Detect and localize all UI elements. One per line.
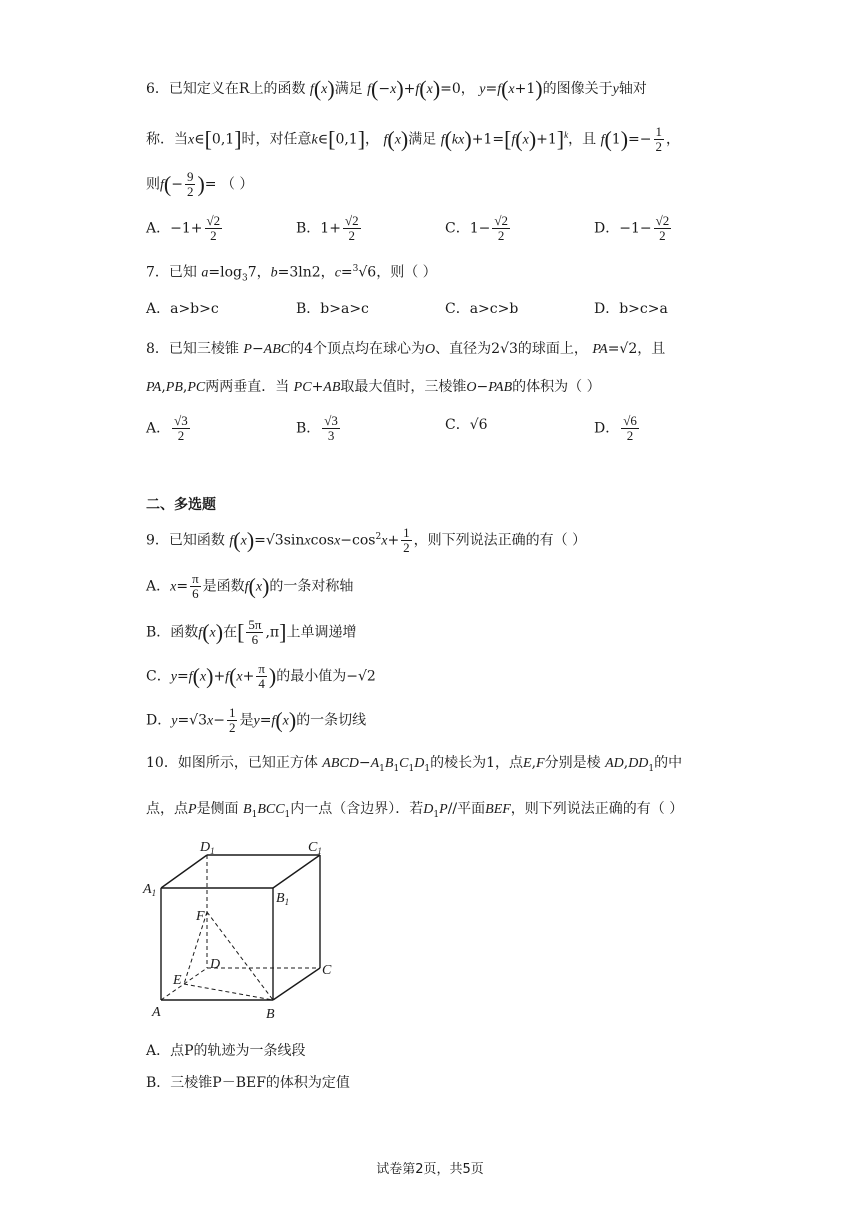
q10-line-2: 点，点P是侧面 $B_1BCC_1$内一点（含边界）．若$D_1P//$平面BEF，则下列说法正确的有（ ） <box>146 801 684 820</box>
question-number: 8． <box>146 341 169 357</box>
q7-option-a[interactable]: A．a>b>c <box>146 301 219 317</box>
q10-option-b[interactable]: B．三棱锥P－BEF的体积为定值 <box>146 1075 350 1091</box>
label-a1: $A_1$ <box>143 882 157 898</box>
label-d1: $D_1$ <box>200 840 215 856</box>
cube-figure <box>140 838 350 1028</box>
q9-option-a[interactable]: A．x= $\frac{\pi}{6}$ 是函数f(x)的一条对称轴 <box>146 571 354 601</box>
q9-option-c[interactable]: C．y=f(x)+f(x+ $\frac{\pi}{4}$ )的最小值为−√2 <box>146 661 376 691</box>
q8-line-2: PA,PB,PC两两垂直．当 PC+AB取最大值时，三棱锥O−PAB的体积为（ ） <box>146 379 601 395</box>
question-number: 10． <box>146 755 178 771</box>
label-b: B <box>266 1007 275 1022</box>
q7-stem: 7．已知 $a=\log_37$，b=3ln2，c=$^3$√6，则（ ） <box>146 264 437 284</box>
q6-line-1: 6．已知定义在R上的函数 f(x)满足 f(−x)+f(x)=0， y=f(x+1)的图像关于y轴对 <box>146 76 647 101</box>
question-number: 7． <box>146 264 169 281</box>
label-a: A <box>152 1005 161 1020</box>
q8-option-d[interactable]: D． $\frac{√6}{2}$ <box>594 413 637 443</box>
q8-line-1: 8．已知三棱锥 P−ABC的4个顶点均在球心为O、直径为2√3的球面上， PA=√2，且 <box>146 341 666 357</box>
label-c: C <box>322 963 332 978</box>
label-d: D <box>210 957 221 972</box>
q10-line-1: 10．如图所示，已知正方体 $ABCD-A_1B_1C_1D_1$的棱长为1，点E,F分别是棱 $AD,DD_1$的中 <box>146 755 683 774</box>
label-c1: $C_1$ <box>308 840 322 856</box>
q9-option-b[interactable]: B．函数f(x)在[ $\frac{5\pi}{6}$ ,π]上单调递增 <box>146 617 357 647</box>
question-number: 9． <box>146 532 169 549</box>
q8-option-b[interactable]: B． $\frac{√3}{3}$ <box>296 413 338 443</box>
q6-option-d[interactable]: D．−1− $\frac{√2}{2}$ <box>594 213 670 243</box>
q6-line-2: 称．当x∈[0,1]时，对任意k∈[0,1]， f(x)满足 $f(kx)+1=[f(x)+1]^k$，且 f(1)=− $\frac{1}{2}$ ， <box>146 124 681 155</box>
q10-option-a[interactable]: A．点P的轨迹为一条线段 <box>146 1043 306 1059</box>
q9-stem: 9．已知函数 $f(x)=√3sinxcosx-\cos^2x+$ $\frac{1}{2}$ ，则下列说法正确的有（ ） <box>146 525 587 556</box>
label-f: F <box>196 909 205 924</box>
q6-option-b[interactable]: B．1+ $\frac{√2}{2}$ <box>296 213 359 243</box>
q7-option-d[interactable]: D．b>c>a <box>594 301 668 317</box>
q8-option-c[interactable]: C．√6 <box>445 417 488 433</box>
q6-line-3: 则f(− $\frac{9}{2}$ )= （ ） <box>146 169 254 199</box>
q8-option-a[interactable]: A． $\frac{√3}{2}$ <box>146 413 188 443</box>
page-footer: 试卷第2页，共5页 <box>376 1162 484 1177</box>
section-title: 二、多选题 <box>146 497 216 513</box>
q7-option-c[interactable]: C．a>c>b <box>445 301 519 317</box>
label-e: E <box>173 973 182 988</box>
q6-option-c[interactable]: C．1− $\frac{√2}{2}$ <box>445 213 508 243</box>
question-number: 6． <box>146 81 169 97</box>
q9-option-d[interactable]: D．y=√3x− $\frac{1}{2}$ 是y=f(x)的一条切线 <box>146 705 367 735</box>
q6-option-a[interactable]: A．−1+ $\frac{√2}{2}$ <box>146 213 221 243</box>
label-b1: $B_1$ <box>276 891 290 907</box>
q7-option-b[interactable]: B．b>a>c <box>296 301 369 317</box>
